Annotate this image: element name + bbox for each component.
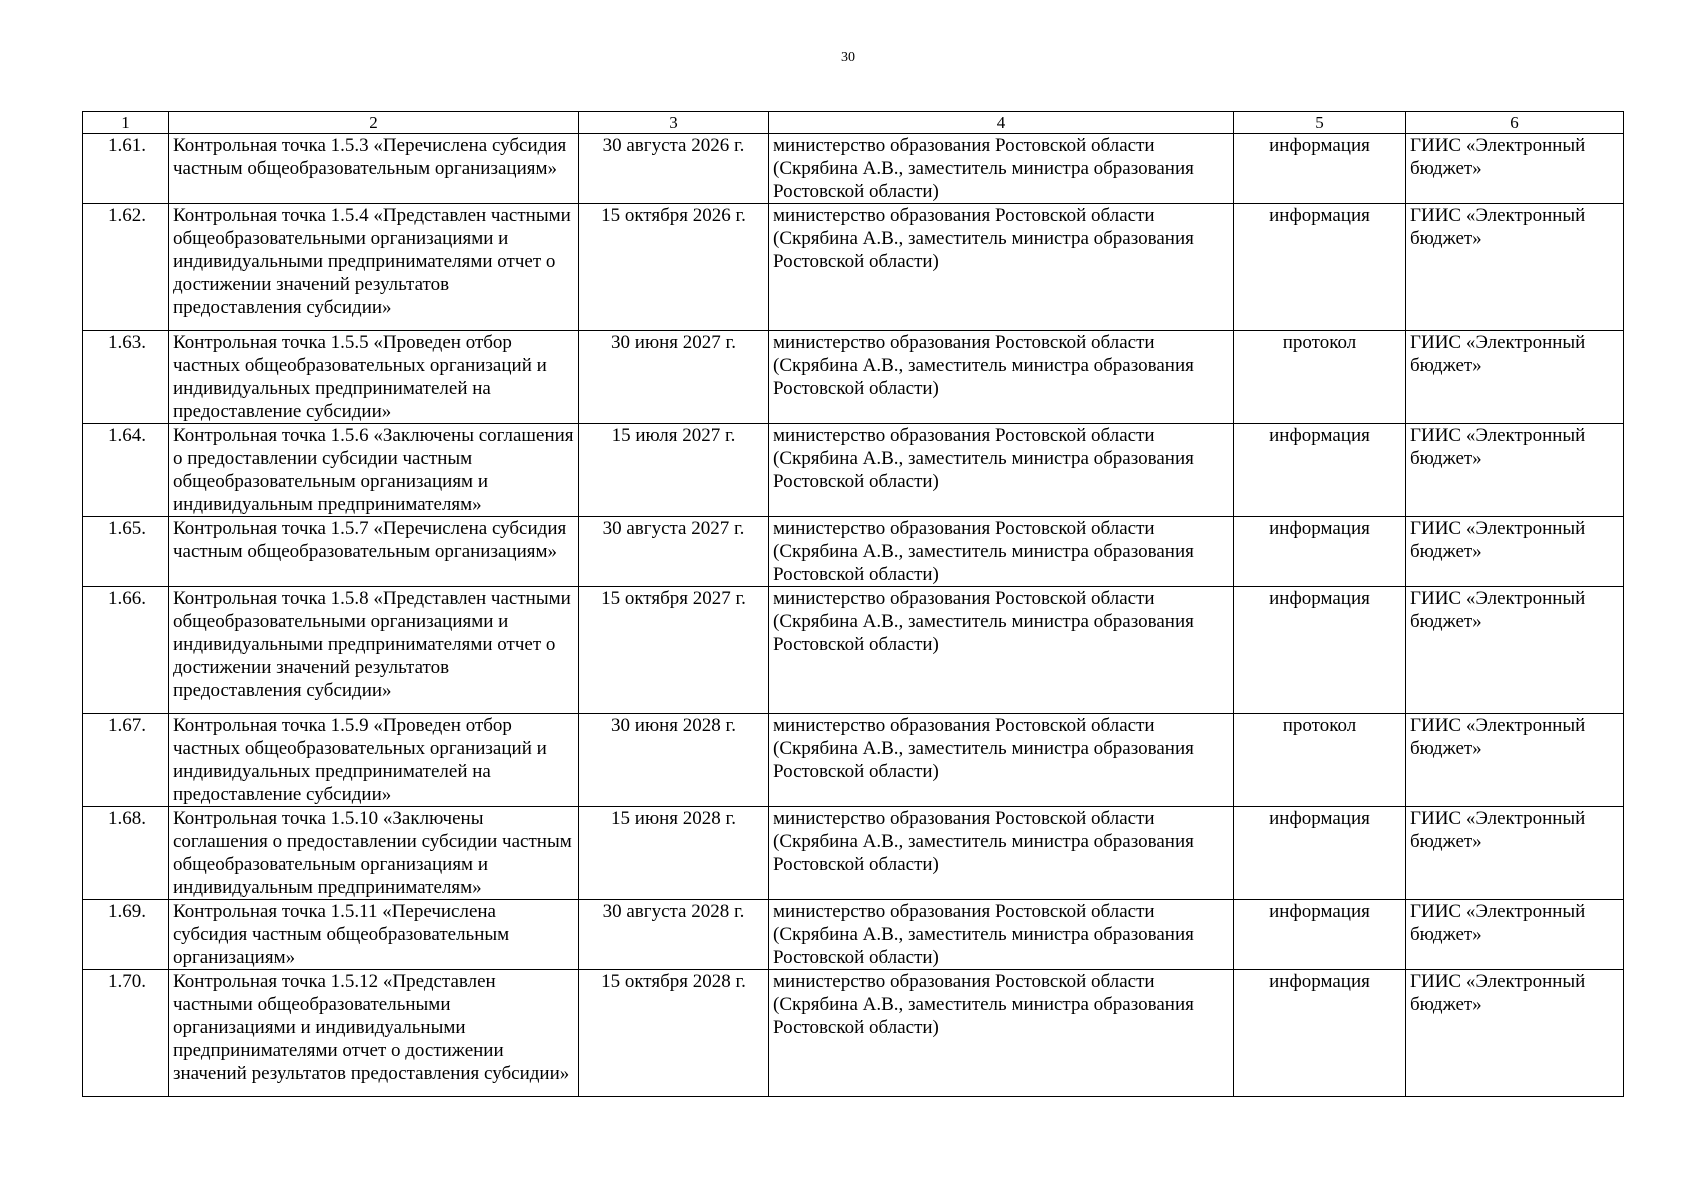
row-number: 1.63. (83, 331, 169, 424)
confirming-document: информация (1234, 134, 1406, 204)
responsible-executor: министерство образования Ростовской области (Скрябина А.В., заместитель министра образования Ростовской области) (769, 807, 1234, 900)
row-number: 1.70. (83, 970, 169, 1097)
column-number: 2 (169, 112, 579, 134)
control-point-name: Контрольная точка 1.5.9 «Проведен отбор частных общеобразовательных организаций и индивидуальных предпринимателей на предоставление субсидии» (169, 714, 579, 807)
row-number: 1.64. (83, 424, 169, 517)
row-number: 1.66. (83, 587, 169, 714)
confirming-document: информация (1234, 424, 1406, 517)
responsible-executor: министерство образования Ростовской области (Скрябина А.В., заместитель министра образования Ростовской области) (769, 714, 1234, 807)
confirming-document: информация (1234, 517, 1406, 587)
control-point-date: 15 июня 2028 г. (579, 807, 769, 900)
row-number: 1.61. (83, 134, 169, 204)
row-number: 1.68. (83, 807, 169, 900)
control-point-date: 30 августа 2026 г. (579, 134, 769, 204)
row-number: 1.65. (83, 517, 169, 587)
column-number: 1 (83, 112, 169, 134)
control-point-name: Контрольная точка 1.5.12 «Представлен частными общеобразовательными организациями и индивидуальными предпринимателями отчет о достижении значений результатов предоставления субсидии» (169, 970, 579, 1097)
confirming-document: информация (1234, 970, 1406, 1097)
responsible-executor: министерство образования Ростовской области (Скрябина А.В., заместитель министра образования Ростовской области) (769, 204, 1234, 331)
control-point-date: 15 октября 2027 г. (579, 587, 769, 714)
control-point-name: Контрольная точка 1.5.7 «Перечислена субсидия частным общеобразовательным организациям» (169, 517, 579, 587)
responsible-executor: министерство образования Ростовской области (Скрябина А.В., заместитель министра образования Ростовской области) (769, 587, 1234, 714)
table-row (83, 807, 1624, 900)
column-number: 4 (769, 112, 1234, 134)
information-system: ГИИС «Электронный бюджет» (1406, 900, 1624, 970)
row-number: 1.62. (83, 204, 169, 331)
information-system: ГИИС «Электронный бюджет» (1406, 134, 1624, 204)
confirming-document: информация (1234, 204, 1406, 331)
information-system: ГИИС «Электронный бюджет» (1406, 970, 1624, 1097)
information-system: ГИИС «Электронный бюджет» (1406, 517, 1624, 587)
control-point-name: Контрольная точка 1.5.6 «Заключены соглашения о предоставлении субсидии частным общеобразовательным организациям и индивидуальным предпринимателям» (169, 424, 579, 517)
responsible-executor: министерство образования Ростовской области (Скрябина А.В., заместитель министра образования Ростовской области) (769, 970, 1234, 1097)
control-point-date: 30 августа 2027 г. (579, 517, 769, 587)
column-number-row (83, 112, 1624, 134)
responsible-executor: министерство образования Ростовской области (Скрябина А.В., заместитель министра образования Ростовской области) (769, 424, 1234, 517)
control-point-date: 30 июня 2028 г. (579, 714, 769, 807)
control-point-date: 15 октября 2028 г. (579, 970, 769, 1097)
table-row (83, 714, 1624, 807)
control-point-date: 15 июля 2027 г. (579, 424, 769, 517)
table-row (83, 204, 1624, 331)
control-point-date: 15 октября 2026 г. (579, 204, 769, 331)
responsible-executor: министерство образования Ростовской области (Скрябина А.В., заместитель министра образования Ростовской области) (769, 331, 1234, 424)
confirming-document: протокол (1234, 714, 1406, 807)
table-row (83, 517, 1624, 587)
control-point-name: Контрольная точка 1.5.4 «Представлен частными общеобразовательными организациями и индивидуальными предпринимателями отчет о достижении значений результатов предоставления субсидии» (169, 204, 579, 331)
control-point-name: Контрольная точка 1.5.11 «Перечислена субсидия частным общеобразовательным организациям» (169, 900, 579, 970)
table-row (83, 134, 1624, 204)
confirming-document: информация (1234, 587, 1406, 714)
table-row (83, 424, 1624, 517)
information-system: ГИИС «Электронный бюджет» (1406, 424, 1624, 517)
column-number: 3 (579, 112, 769, 134)
control-point-date: 30 августа 2028 г. (579, 900, 769, 970)
column-number: 5 (1234, 112, 1406, 134)
information-system: ГИИС «Электронный бюджет» (1406, 331, 1624, 424)
control-point-date: 30 июня 2027 г. (579, 331, 769, 424)
table-row (83, 587, 1624, 714)
information-system: ГИИС «Электронный бюджет» (1406, 204, 1624, 331)
responsible-executor: министерство образования Ростовской области (Скрябина А.В., заместитель министра образования Ростовской области) (769, 517, 1234, 587)
control-points-table (82, 111, 1624, 1097)
page-number: 30 (841, 50, 855, 65)
confirming-document: протокол (1234, 331, 1406, 424)
information-system: ГИИС «Электронный бюджет» (1406, 714, 1624, 807)
responsible-executor: министерство образования Ростовской области (Скрябина А.В., заместитель министра образования Ростовской области) (769, 900, 1234, 970)
control-point-name: Контрольная точка 1.5.10 «Заключены соглашения о предоставлении субсидии частным общеобразовательным организациям и индивидуальным предпринимателям» (169, 807, 579, 900)
confirming-document: информация (1234, 807, 1406, 900)
row-number: 1.67. (83, 714, 169, 807)
confirming-document: информация (1234, 900, 1406, 970)
control-point-name: Контрольная точка 1.5.5 «Проведен отбор частных общеобразовательных организаций и индивидуальных предпринимателей на предоставление субсидии» (169, 331, 579, 424)
row-number: 1.69. (83, 900, 169, 970)
column-number: 6 (1406, 112, 1624, 134)
control-point-name: Контрольная точка 1.5.8 «Представлен частными общеобразовательными организациями и индивидуальными предпринимателями отчет о достижении значений результатов предоставления субсидии» (169, 587, 579, 714)
control-point-name: Контрольная точка 1.5.3 «Перечислена субсидия частным общеобразовательным организациям» (169, 134, 579, 204)
information-system: ГИИС «Электронный бюджет» (1406, 807, 1624, 900)
table-row (83, 900, 1624, 970)
information-system: ГИИС «Электронный бюджет» (1406, 587, 1624, 714)
table-row (83, 970, 1624, 1097)
table-row (83, 331, 1624, 424)
responsible-executor: министерство образования Ростовской области (Скрябина А.В., заместитель министра образования Ростовской области) (769, 134, 1234, 204)
